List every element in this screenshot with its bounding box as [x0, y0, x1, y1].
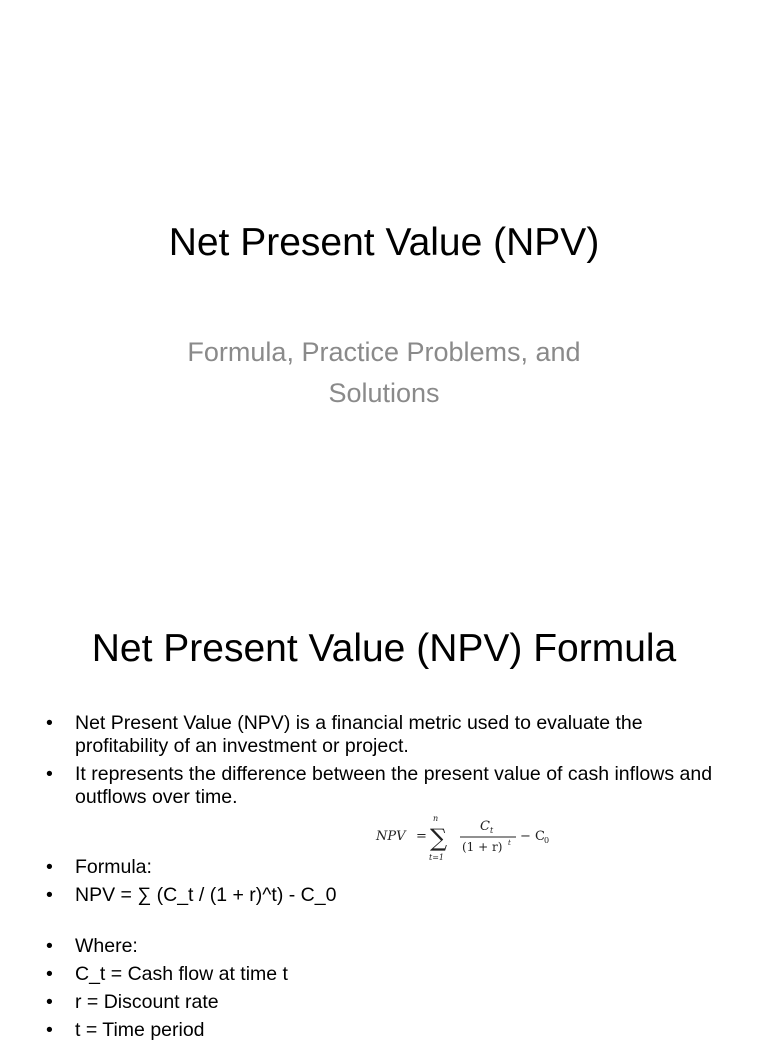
bullet-text: r = Discount rate	[75, 991, 219, 1013]
formula-numerator: C	[480, 819, 490, 834]
formula-minus-term: − C	[520, 829, 545, 844]
formula-numerator-sub: t	[490, 826, 494, 835]
bullet-icon: •	[46, 991, 53, 1013]
npv-formula-image	[374, 810, 554, 866]
list-item	[44, 763, 724, 809]
subtitle-line-1: Formula, Practice Problems, and	[187, 337, 581, 367]
sigma-icon: ∑	[430, 824, 448, 852]
bullet-text: t = Time period	[75, 1019, 205, 1041]
formula-slide	[0, 576, 768, 1041]
bullet-text: NPV = ∑ (C_t / (1 + r)^t) - C_0	[75, 884, 337, 906]
bullet-text: Net Present Value (NPV) is a financial metric used to evaluate the profitability of an investment or project.	[75, 712, 643, 757]
formula-denominator-sup: t	[508, 839, 511, 847]
bullet-list	[44, 712, 724, 1042]
subtitle-line-2: Solutions	[328, 378, 440, 408]
bullet-icon: •	[46, 712, 53, 734]
slide-title: Net Present Value (NPV)	[168, 221, 600, 264]
list-item	[44, 935, 724, 958]
list-item	[44, 712, 724, 758]
bullet-icon: •	[46, 1019, 53, 1041]
bullet-text: It represents the difference between the present value of cash inflows and outflows over time.	[75, 763, 713, 808]
list-item	[44, 1019, 724, 1042]
formula-denominator: (1 + r)	[462, 840, 503, 854]
slide-subtitle	[0, 332, 768, 414]
bullet-icon: •	[46, 963, 53, 985]
bullet-icon: •	[46, 884, 53, 906]
bullet-text: C_t = Cash flow at time t	[75, 963, 288, 985]
formula-equals: =	[416, 829, 427, 844]
formula-sum-upper: n	[433, 814, 439, 823]
list-item	[44, 884, 724, 907]
list-item	[44, 991, 724, 1014]
formula-lhs: NPV	[376, 829, 406, 844]
formula-sum-lower: t=1	[429, 853, 445, 862]
bullet-text: Formula:	[75, 856, 152, 878]
bullet-icon: •	[46, 856, 53, 878]
bullet-icon: •	[46, 763, 53, 785]
list-item	[44, 963, 724, 986]
formula-minus-sub: 0	[544, 836, 550, 845]
slide-title: Net Present Value (NPV) Formula	[91, 627, 677, 670]
bullet-text: Where:	[75, 935, 138, 957]
bullet-icon: •	[46, 935, 53, 957]
